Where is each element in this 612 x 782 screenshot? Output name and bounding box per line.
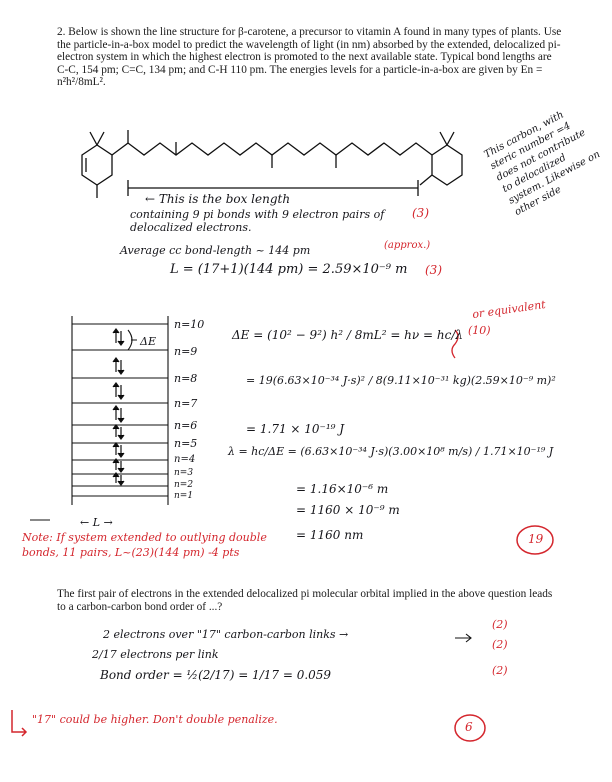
level-n5: n=5	[174, 437, 198, 450]
q2-score-2: (2)	[492, 638, 508, 651]
wavelength-m: = 1.16×10⁻⁶ m	[296, 482, 389, 496]
side-note: This carbon, with steric number =4 does not contribute to delocalized system. Likewise on other side	[482, 109, 603, 218]
q2-line1: 2 electrons over "17" carbon-carbon links →	[103, 628, 349, 641]
level-n4: n=4	[174, 454, 196, 465]
energy-substitution: = 19(6.63×10⁻³⁴ J·s)² / 8(9.11×10⁻³¹ kg)(2.59×10⁻⁹ m)²	[246, 374, 556, 387]
red-arrow-icon	[12, 710, 26, 736]
level-n6: n=6	[174, 419, 198, 432]
level-n2: n=2	[174, 480, 194, 490]
approx-note: (approx.)	[384, 240, 431, 251]
q2-line2: 2/17 electrons per link	[92, 648, 219, 661]
question-2-text: The first pair of electrons in the extended delocalized pi molecular orbital implied in the above question leads to a carbon-carbon bond order of ...?	[57, 588, 553, 613]
molecule-drawing	[82, 130, 462, 198]
level-n8: n=8	[174, 372, 198, 385]
score-19: 19	[528, 532, 544, 546]
avg-bond-length: Average cc bond-length ~ 144 pm	[120, 244, 311, 257]
score-circles	[455, 526, 553, 741]
electron-arrows	[113, 329, 124, 485]
problem-statement: 2. Below is shown the line structure for β-carotene, a precursor to vitamin A found in many types of plants. Use the particle-in-a-box model to predict the wavelength of light (in nm) absorbed by the extended, delocalized pi-electron system in which the highest electron is promoted to the next available state. Typical bond lengths are C-C, 154 pm; C=C, 134 pm; and C-H 110 pm. The energies levels for a particle-in-a-box are given by En = n²h²/8mL².	[57, 26, 562, 89]
box-note-line2: containing 9 pi bonds with 9 electron pairs of delocalized electrons.	[130, 208, 385, 234]
box-length-label: ← L →	[80, 516, 113, 529]
q2-grader-note: "17" could be higher. Don't double penalize.	[32, 713, 278, 726]
box-note-line1: ← This is the box length	[145, 192, 291, 206]
wavelength-nm-scaled: = 1160 × 10⁻⁹ m	[296, 503, 400, 517]
wavelength-final: = 1160 nm	[296, 528, 364, 542]
ten-points: (10)	[468, 324, 491, 337]
level-n9: n=9	[174, 345, 198, 358]
level-n10: n=10	[174, 318, 205, 331]
q2-score-3: (2)	[492, 664, 508, 677]
q2-score-1: (2)	[492, 618, 508, 631]
or-equivalent-note: or equivalent	[471, 297, 547, 322]
delta-e-label: ΔE	[140, 335, 156, 348]
level-n1: n=1	[174, 491, 194, 501]
score-3b: (3)	[425, 263, 442, 277]
score-3a: (3)	[412, 206, 429, 220]
level-n3: n=3	[174, 468, 194, 478]
level-n7: n=7	[174, 397, 198, 410]
energy-equation: ΔE = (10² − 9²) h² / 8mL² = hν = hc/λ	[232, 328, 463, 342]
q2-line3: Bond order = ½(2/17) = 1/17 = 0.059	[100, 668, 332, 682]
length-equation: L = (17+1)(144 pm) = 2.59×10⁻⁹ m	[170, 262, 408, 277]
score-6: 6	[465, 720, 473, 734]
grader-note: Note: If system extended to outlying double bonds, 11 pairs, L~(23)(144 pm) -4 pts	[22, 531, 267, 559]
wavelength-equation: λ = hc/ΔE = (6.63×10⁻³⁴ J·s)(3.00×10⁸ m/s) / 1.71×10⁻¹⁹ J	[228, 445, 554, 458]
energy-result: = 1.71 × 10⁻¹⁹ J	[246, 422, 345, 436]
